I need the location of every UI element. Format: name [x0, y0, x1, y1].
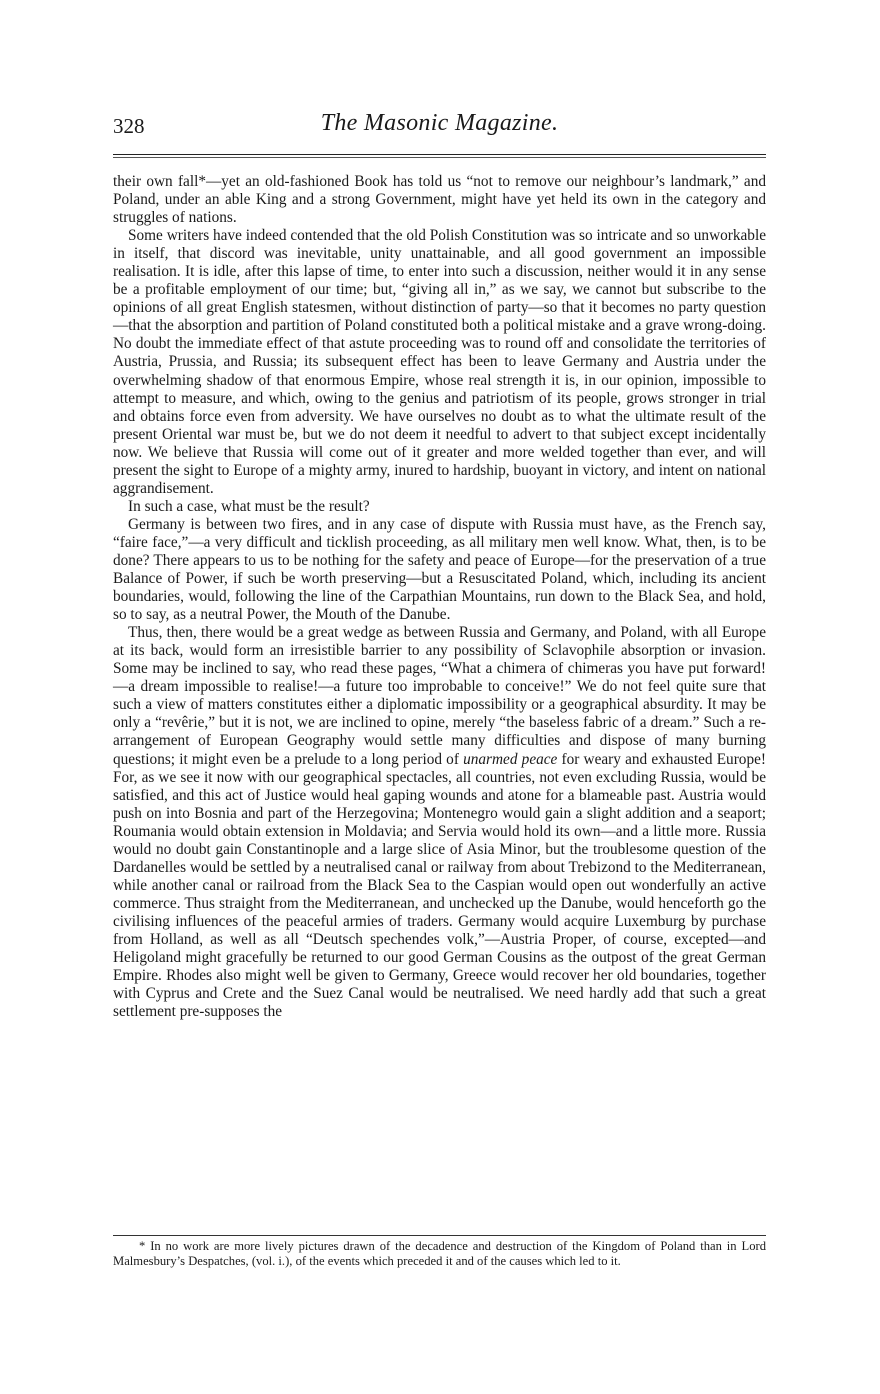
paragraph: their own fall*—yet an old-fashioned Book has told us “not to remove our neighbour’s landmark,” and Poland, under an able King and a strong Government, might have yet held its own in the category and struggles of nations. [113, 173, 766, 227]
paragraph: Germany is between two fires, and in any case of dispute with Russia must have, as the French say, “faire face,”—a very difficult and ticklish proceeding, as all military men well know. What, then, is to be done? There appears to us to be nothing for the safety and peace of Europe—for the preservation of a true Balance of Power, if such be worth preserving—but a Resuscitated Poland, which, including its ancient boundaries, would, following the line of the Carpathian Mountains, run down to the Black Sea, and hold, so to say, as a neutral Power, the Mouth of the Danube. [113, 515, 766, 624]
header-rule [113, 154, 766, 155]
paragraph [113, 624, 766, 1021]
paragraph: Some writers have indeed contended that the old Polish Constitution was so intricate and so unworkable in itself, that discord was inevitable, unity unattainable, and all good government an impossible realisation. It is idle, after this lapse of time, to enter into such a discussion, neither would it in any sense be a profitable employment of our time; but, “giving all in,” as we say, we cannot but subscribe to the opinions of all great English statesmen, without distinction of party—so that it becomes no party question—that the absorption and partition of Poland constituted both a political mistake and a grave wrong-doing. No doubt the immediate effect of that astute proceeding was to round off and consolidate the territories of Austria, Prussia, and Russia; its subsequent effect has been to leave Germany and Austria under the overwhelming shadow of that enormous Empire, whose real strength it is, in our opinion, impossible to attempt to measure, and which, owing to the genius and patriotism of its people, grows stronger in trial and obtains force even from adversity. We have ourselves no doubt as to what the ultimate result of the present Oriental war must be, but we do not deem it needful to advert to that subject except incidentally now. We believe that Russia will come out of it greater and more welded together than ever, and will present the sight to Europe of a mighty army, inured to hardship, buoyant in victory, and intent on national aggrandisement. [113, 227, 766, 497]
document-page [113, 92, 766, 1268]
paragraph: In such a case, what must be the result? [128, 497, 370, 515]
paragraph-text: Thus, then, there would be a great wedge as between Russia and Germany, and Poland, with all Europe at its back, would form an irresistible barrier to any possibility of Sclavophile absorption or invasion. Some may be inclined to say, who read these pages, “What a chimera of chimeras you have put forward!—a dream impossible to realise!—a future too improbable to conceive!” We do not feel quite sure that such a view of matters constitutes either a diplomatic impossibility or a geographical absurdity. It may be only a “revêrie,” but it is not, we are inclined to opine, merely “the baseless fabric of a dream.” Such a re-arrangement of European Geography would settle many difficulties and dispose of many burning questions; it might even be a prelude to a long period of [113, 624, 766, 768]
page-number: 328 [113, 114, 145, 138]
emphasis: unarmed peace [463, 750, 558, 768]
header-rule-thin [113, 157, 766, 158]
page-header [113, 92, 766, 136]
running-title: The Masonic Magazine. [320, 110, 559, 136]
article-body [113, 173, 766, 1021]
footnote: * In no work are more lively pictures drawn of the decadence and destruction of the Kingdom of Poland than in Lord Malmesbury’s Despatches, (vol. i.), of the events which preceded it and of the causes which led to it. [113, 1239, 766, 1268]
paragraph-text: for weary and exhausted Europe! For, as we see it now with our geographical spectacles, all countries, not even excluding Russia, would be satisfied, and this act of Justice would heal gaping wounds and atone for a blameable past. Austria would push on into Bosnia and part of the Herzegovina; Montenegro would gain a slight addition and a seaport; Roumania would obtain extension in Moldavia; and Servia would hold its own—and a little more. Russia would no doubt gain Constantinople and a large slice of Asia Minor, but the troublesome question of the Dardanelles would be settled by a neutralised canal or railway from about Trebizond to the Mediterranean, while another canal or railroad from the Black Sea to the Caspian would open out wonderfully an active commerce. Thus straight from the Mediterranean, and unchecked up the Danube, would henceforth go the civilising influences of the peaceful armies of traders. Germany would acquire Luxemburg by purchase from Holland, as well as all “Deutsch spechendes volk,”—Austria Proper, of course, excepted—and Heligoland might gracefully be returned to our good German Cousins as the outpost of the great German Empire. Rhodes also might well be given to Germany, Greece would recover her old boundaries, together with Cyprus and Crete and the Suez Canal would be neutralised. We need hardly add that such a great settlement pre-supposes the [113, 750, 766, 1021]
footnote-rule [113, 1235, 766, 1236]
